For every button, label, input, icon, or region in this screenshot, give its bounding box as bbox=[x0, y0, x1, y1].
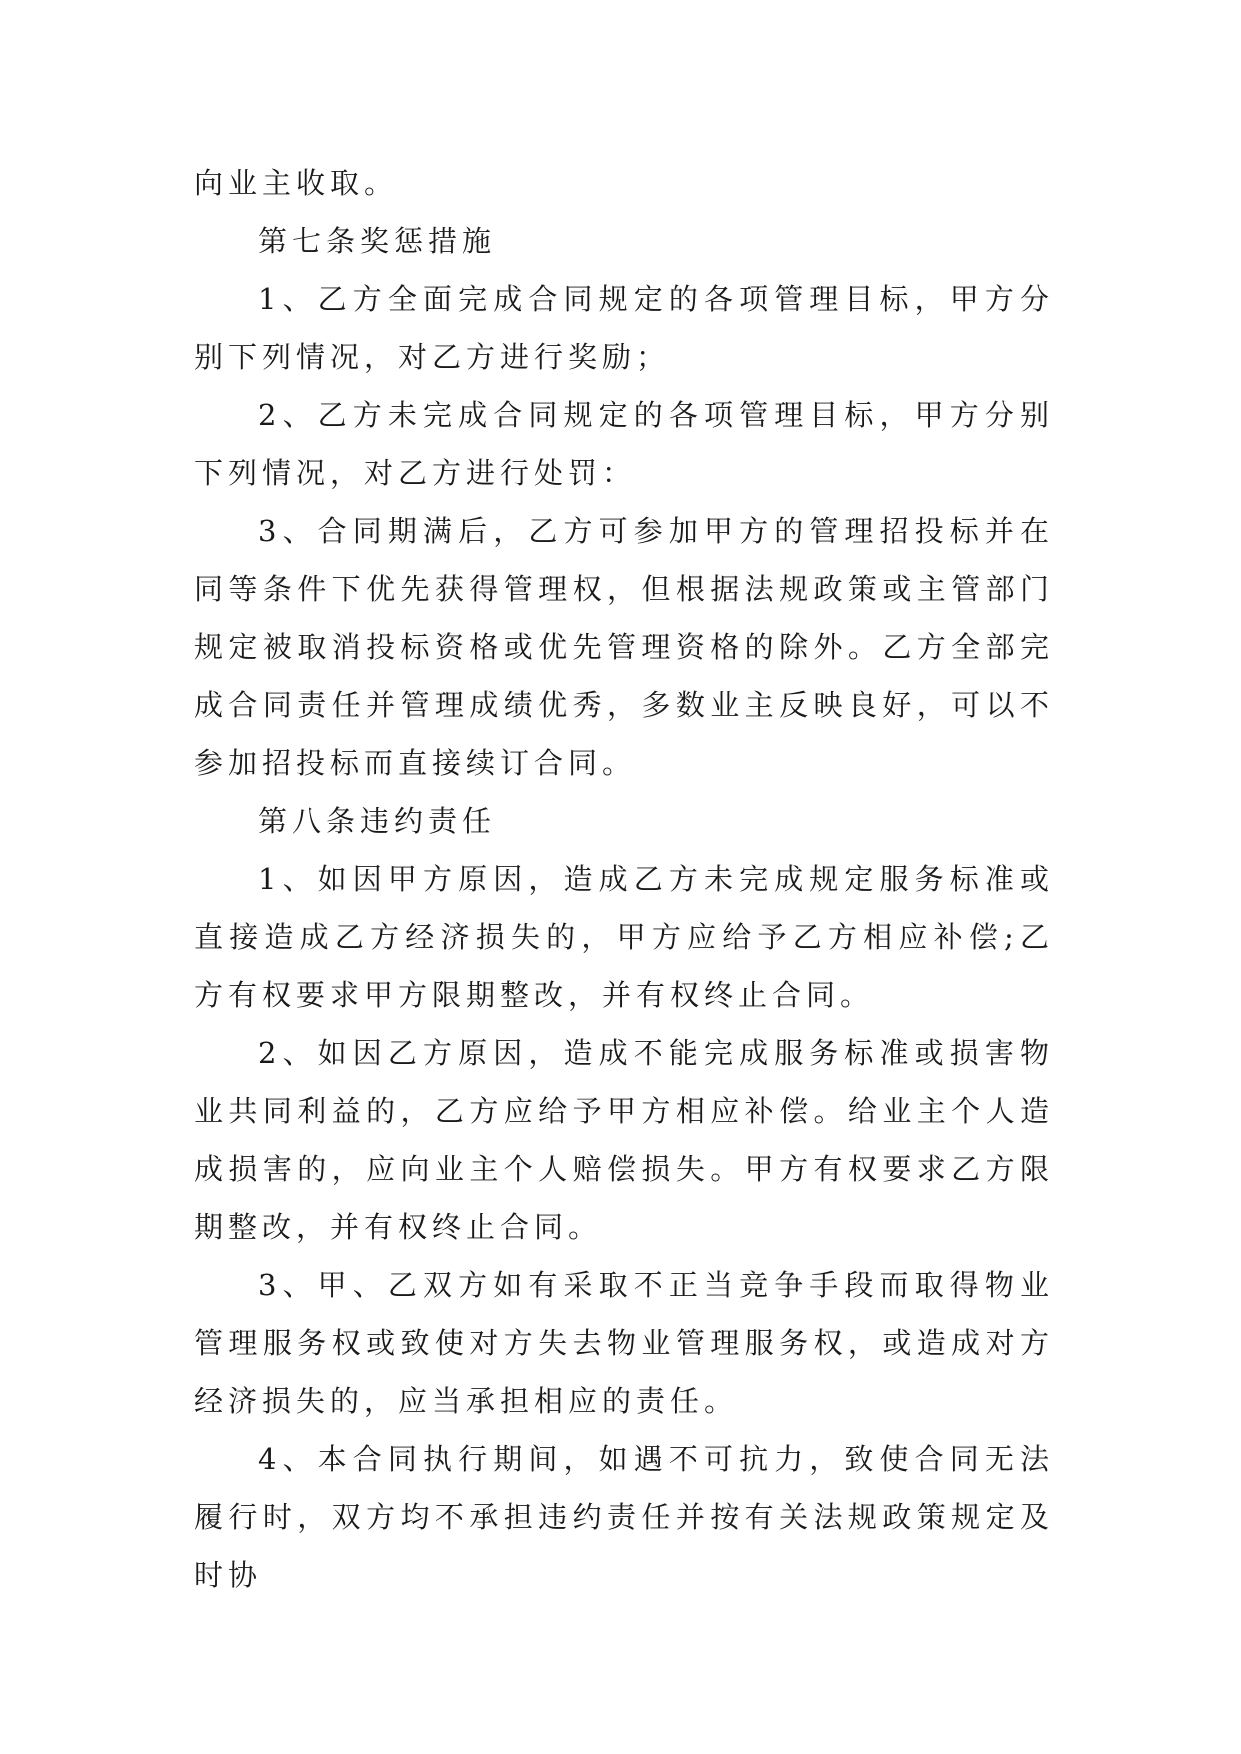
article-8-clause-2: 2、如因乙方原因，造成不能完成服务标准或损害物业共同利益的，乙方应给予甲方相应补偿。给业主个人造成损害的，应向业主个人赔偿损失。甲方有权要求乙方限期整改，并有权终止合同。 bbox=[194, 1036, 1054, 1244]
article-8-clause-4: 4、本合同执行期间，如遇不可抗力，致使合同无法履行时，双方均不承担违约责任并按有关法规政策规定及时协 bbox=[194, 1442, 1054, 1592]
article-7-clause-3: 3、合同期满后，乙方可参加甲方的管理招投标并在同等条件下优先获得管理权，但根据法规政策或主管部门规定被取消投标资格或优先管理资格的除外。乙方全部完成合同责任并管理成绩优秀，多数业主反映良好，可以不参加招投标而直接续订合同。 bbox=[194, 514, 1054, 780]
document-page bbox=[194, 154, 1054, 1604]
article-8-clause-3: 3、甲、乙双方如有采取不正当竞争手段而取得物业管理服务权或致使对方失去物业管理服务权，或造成对方经济损失的，应当承担相应的责任。 bbox=[194, 1268, 1054, 1418]
article-7-heading: 第七条奖惩措施 bbox=[258, 224, 497, 258]
paragraph-continuation: 向业主收取。 bbox=[194, 166, 399, 200]
article-8-clause-1: 1、如因甲方原因，造成乙方未完成规定服务标准或直接造成乙方经济损失的，甲方应给予乙方相应补偿;乙方有权要求甲方限期整改，并有权终止合同。 bbox=[194, 862, 1054, 1012]
article-7-clause-2: 2、乙方未完成合同规定的各项管理目标，甲方分别下列情况，对乙方进行处罚： bbox=[194, 398, 1054, 490]
article-8-heading: 第八条违约责任 bbox=[258, 804, 497, 838]
article-7-clause-1: 1、乙方全面完成合同规定的各项管理目标，甲方分别下列情况，对乙方进行奖励； bbox=[194, 282, 1054, 374]
